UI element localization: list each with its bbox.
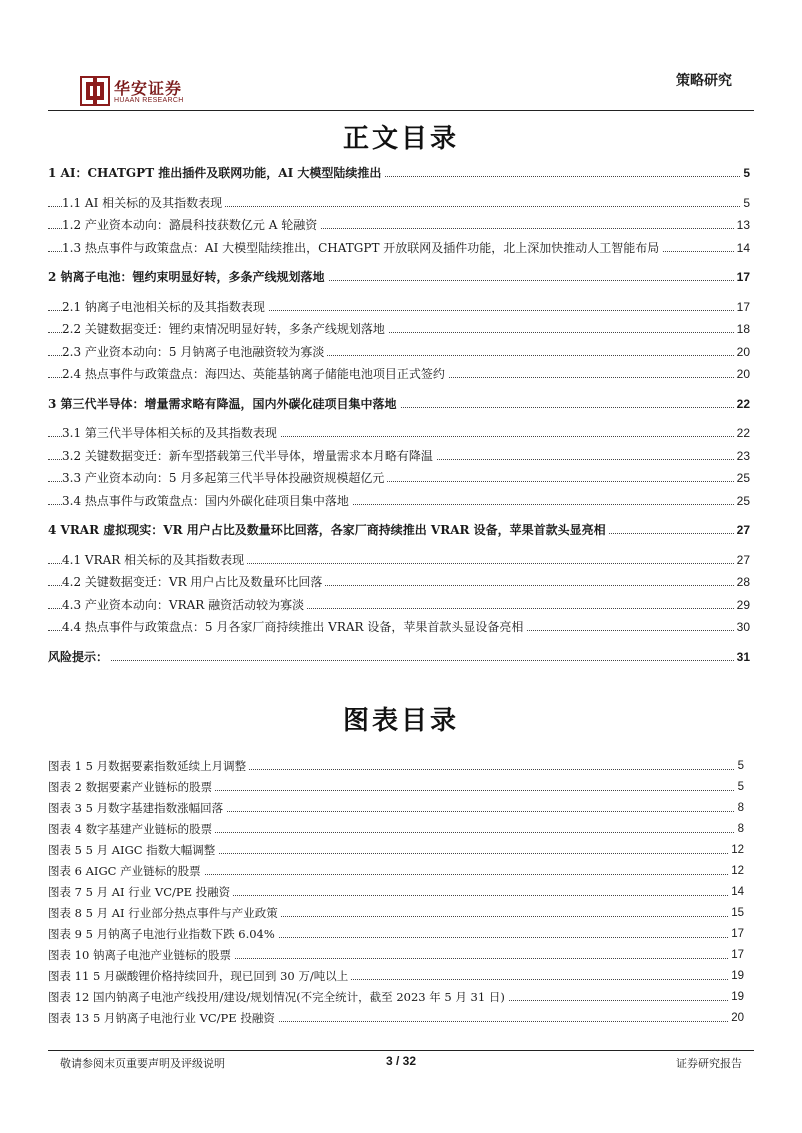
toc-page-number[interactable]: 22 [734,395,750,413]
toc-entry-text[interactable]: 3.3 产业资本动向：5 月多起第三代半导体投融资规模超亿元 [62,469,387,487]
toc-section-entry[interactable] [48,363,750,386]
toc-entry-text[interactable]: 3.4 热点事件与政策盘点：国内外碳化硅项目集中落地 [62,492,352,510]
header-divider [48,110,754,111]
figure-page-number[interactable]: 17 [728,925,744,943]
figure-entry-text[interactable]: 图表 4 数字基建产业链标的股票 [48,820,215,838]
toc-section-entry[interactable] [48,594,750,617]
figure-page-number[interactable]: 20 [728,1009,744,1027]
footer-disclaimer: 敬请参阅末页重要声明及评级说明 [60,1057,225,1070]
toc-page-number[interactable]: 27 [734,521,750,539]
toc-page-number[interactable]: 31 [734,648,750,666]
figure-entry[interactable] [48,967,744,988]
figure-entry[interactable] [48,778,744,799]
toc-section-entry[interactable] [48,549,750,572]
toc-section-entry[interactable] [48,445,750,468]
company-logo [80,76,220,110]
toc-entry-text[interactable]: 1.1 AI 相关标的及其指数表现 [62,194,225,212]
toc-page-number[interactable]: 17 [734,298,750,316]
figure-entry-text[interactable]: 图表 13 5 月钠离子电池行业 VC/PE 投融资 [48,1009,278,1027]
toc-leader-dots [48,660,750,661]
toc-page-number[interactable]: 30 [734,618,750,636]
figure-entry-text[interactable]: 图表 12 国内钠离子电池产线投用/建设/规划情况(不完全统计，截至 2023 年 5 月 31 日) [48,988,508,1006]
figure-entry[interactable] [48,757,744,778]
toc-entry-text[interactable]: 3 第三代半导体：增量需求略有降温，国内外碳化硅项目集中落地 [48,395,400,413]
toc-entry-text[interactable]: 1 AI：CHATGPT 推出插件及联网功能，AI 大模型陆续推出 [48,164,384,182]
figure-entry-text[interactable]: 图表 3 5 月数字基建指数涨幅回落 [48,799,226,817]
toc-page-number[interactable]: 25 [734,492,750,510]
toc-page-number[interactable]: 22 [734,424,750,442]
figure-page-number[interactable]: 17 [728,946,744,964]
figure-page-number[interactable]: 14 [728,883,744,901]
toc-page-number[interactable]: 5 [740,164,750,182]
figure-entry-text[interactable]: 图表 5 5 月 AIGC 指数大幅调整 [48,841,218,859]
toc-page-number[interactable]: 18 [734,320,750,338]
toc-section-entry[interactable] [48,318,750,341]
figure-page-number[interactable]: 12 [728,841,744,859]
figure-entry[interactable] [48,904,744,925]
figure-entry-text[interactable]: 图表 8 5 月 AI 行业部分热点事件与产业政策 [48,904,281,922]
huaan-logo-icon [80,76,110,106]
toc-entry-text[interactable]: 2.1 钠离子电池相关标的及其指数表现 [62,298,268,316]
figure-entry[interactable] [48,862,744,883]
toc-entry-text[interactable]: 3.1 第三代半导体相关标的及其指数表现 [62,424,280,442]
figure-page-number[interactable]: 12 [728,862,744,880]
toc-entry-text[interactable]: 2 钠离子电池：锂约束明显好转，多条产线规划落地 [48,268,328,286]
toc-entry-text[interactable]: 4.2 关键数据变迁：VR 用户占比及数量环比回落 [62,573,325,591]
figure-page-number[interactable]: 8 [735,820,744,838]
toc-chapter-entry[interactable] [48,162,750,185]
toc-list [48,162,750,668]
toc-chapter-entry[interactable] [48,519,750,542]
toc-section-entry[interactable] [48,237,750,260]
figure-entry-text[interactable]: 图表 2 数据要素产业链标的股票 [48,778,215,796]
page-indicator: 3 / 32 [385,1054,417,1068]
figure-entry-text[interactable]: 图表 1 5 月数据要素指数延续上月调整 [48,757,249,775]
toc-page-number[interactable]: 5 [740,194,750,212]
footer-divider [48,1050,754,1051]
toc-entry-text[interactable]: 2.2 关键数据变迁：锂约束情况明显好转，多条产线规划落地 [62,320,388,338]
toc-entry-text[interactable]: 1.3 热点事件与政策盘点：AI 大模型陆续推出，CHATGPT 开放联网及插件功能，北上深加快推动人工智能布局 [62,239,662,257]
figure-entry[interactable] [48,841,744,862]
figure-page-number[interactable]: 8 [735,799,744,817]
toc-entry-text[interactable]: 4.4 热点事件与政策盘点：5 月各家厂商持续推出 VRAR 设备，苹果首款头显设备亮相 [62,618,526,636]
figures-list [48,757,744,1030]
figure-entry-text[interactable]: 图表 6 AIGC 产业链标的股票 [48,862,204,880]
toc-section-entry[interactable] [48,571,750,594]
toc-page-number[interactable]: 25 [734,469,750,487]
toc-page-number[interactable]: 20 [734,343,750,361]
toc-section-entry[interactable] [48,296,750,319]
figure-page-number[interactable]: 19 [728,988,744,1006]
logo-english-name: HUAAN RESEARCH [114,97,184,104]
figure-entry-text[interactable]: 图表 11 5 月碳酸锂价格持续回升，现已回到 30 万/吨以上 [48,967,351,985]
figure-entry-text[interactable]: 图表 10 钠离子电池产业链标的股票 [48,946,234,964]
toc-entry-text[interactable]: 3.2 关键数据变迁：新车型搭载第三代半导体，增量需求本月略有降温 [62,447,436,465]
toc-entry-text[interactable]: 4 VRAR 虚拟现实：VR 用户占比及数量环比回落，各家厂商持续推出 VRAR 设备，苹果首款头显亮相 [48,521,609,539]
figure-entry-text[interactable]: 图表 9 5 月钠离子电池行业指数下跌 6.04% [48,925,278,943]
toc-entry-text[interactable]: 4.1 VRAR 相关标的及其指数表现 [62,551,247,569]
figure-entry[interactable] [48,883,744,904]
figure-page-number[interactable]: 19 [728,967,744,985]
toc-page-number[interactable]: 14 [734,239,750,257]
toc-page-number[interactable]: 13 [734,216,750,234]
figure-entry-text[interactable]: 图表 7 5 月 AI 行业 VC/PE 投融资 [48,883,233,901]
toc-section-entry[interactable] [48,422,750,445]
figure-entry[interactable] [48,799,744,820]
figure-entry[interactable] [48,925,744,946]
figure-page-number[interactable]: 15 [728,904,744,922]
toc-page-number[interactable]: 17 [734,268,750,286]
figure-entry[interactable] [48,988,744,1009]
figure-page-number[interactable]: 5 [735,778,744,796]
figure-entry[interactable] [48,946,744,967]
logo-chinese-name: 华安证券 [114,79,183,98]
figure-entry[interactable] [48,1009,744,1030]
toc-section-entry[interactable] [48,214,750,237]
toc-section-entry[interactable] [48,467,750,490]
toc-chapter-entry[interactable] [48,266,750,289]
toc-page-number[interactable]: 27 [734,551,750,569]
toc-section-entry[interactable] [48,616,750,639]
toc-entry-text[interactable]: 2.3 产业资本动向：5 月钠离子电池融资较为寡淡 [62,343,327,361]
toc-entry-text[interactable]: 2.4 热点事件与政策盘点：海四达、英能基钠离子储能电池项目正式签约 [62,365,448,383]
toc-page-number[interactable]: 28 [734,573,750,591]
toc-title: 正文目录 [342,124,459,154]
toc-entry-text[interactable]: 1.2 产业资本动向：潞晨科技获数亿元 A 轮融资 [62,216,320,234]
figures-title: 图表目录 [342,706,459,736]
toc-section-entry[interactable] [48,490,750,513]
toc-chapter-entry[interactable] [48,646,750,669]
toc-page-number[interactable]: 23 [734,447,750,465]
toc-entry-text[interactable]: 风险提示： [48,648,111,666]
figure-entry[interactable] [48,820,744,841]
toc-section-entry[interactable] [48,192,750,215]
toc-page-number[interactable]: 29 [734,596,750,614]
toc-chapter-entry[interactable] [48,393,750,416]
footer-report-type: 证券研究报告 [676,1057,742,1070]
toc-entry-text[interactable]: 4.3 产业资本动向：VRAR 融资活动较为寡淡 [62,596,307,614]
toc-page-number[interactable]: 20 [734,365,750,383]
figure-page-number[interactable]: 5 [735,757,744,775]
report-category: 策略研究 [676,73,732,89]
toc-section-entry[interactable] [48,341,750,364]
